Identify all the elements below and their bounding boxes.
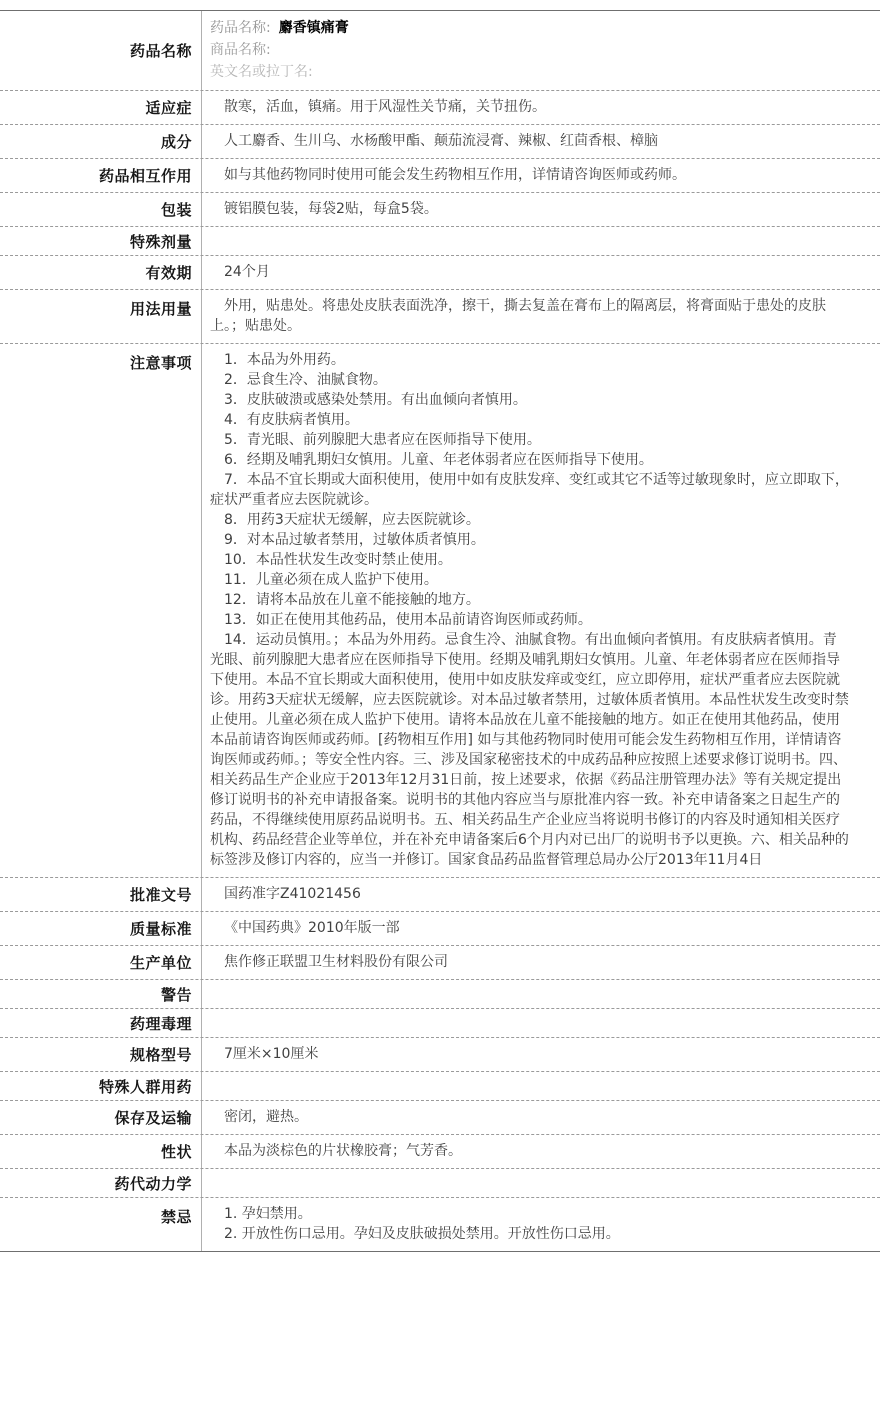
content-paragraph: 24个月 <box>224 264 270 280</box>
field-name: 商品名称: <box>210 42 271 58</box>
drug-info-table <box>0 10 880 1252</box>
table-row <box>0 192 880 226</box>
row-content <box>202 1198 880 1251</box>
row-label: 保存及运输 <box>0 1101 202 1134</box>
content-paragraph: 4．有皮肤病者慎用。 <box>224 412 359 428</box>
content-paragraph: 人工麝香、生川乌、水杨酸甲酯、颠茄流浸膏、辣椒、红茴香根、樟脑 <box>224 133 658 149</box>
row-content <box>202 159 880 192</box>
content-paragraph: 11．儿童必须在成人监护下使用。 <box>224 572 438 588</box>
page <box>0 10 880 1420</box>
content-paragraph: 2．忌食生冷、油腻食物。 <box>224 372 387 388</box>
table-row <box>0 911 880 945</box>
table-row <box>0 1008 880 1037</box>
row-content <box>202 878 880 911</box>
table-row <box>0 124 880 158</box>
table-row <box>0 90 880 124</box>
row-content <box>202 1072 880 1100</box>
table-row <box>0 11 880 90</box>
row-content <box>202 344 880 877</box>
row-content <box>202 912 880 945</box>
table-row <box>0 1134 880 1168</box>
row-content <box>202 11 880 90</box>
content-paragraph: 散寒，活血，镇痛。用于风湿性关节痛，关节扭伤。 <box>224 99 546 115</box>
row-content <box>202 1009 880 1037</box>
content-paragraph: 1. 孕妇禁用。 <box>224 1206 312 1222</box>
content-paragraph: 2. 开放性伤口忌用。孕妇及皮肤破损处禁用。开放性伤口忌用。 <box>224 1226 620 1242</box>
content-paragraph: 12．请将本品放在儿童不能接触的地方。 <box>224 592 480 608</box>
row-label: 注意事项 <box>0 344 202 877</box>
table-row <box>0 979 880 1008</box>
row-content <box>202 1101 880 1134</box>
row-label: 特殊剂量 <box>0 227 202 255</box>
content-paragraph: 13．如正在使用其他药品，使用本品前请咨询医师或药师。 <box>224 612 592 628</box>
row-content <box>202 256 880 289</box>
row-content <box>202 91 880 124</box>
content-paragraph: 5．青光眼、前列腺肥大患者应在医师指导下使用。 <box>224 432 541 448</box>
content-paragraph: 本品为淡棕色的片状橡胶膏；气芳香。 <box>224 1143 462 1159</box>
content-paragraph: 7．本品不宜长期或大面积使用，使用中如有皮肤发痒、变红或其它不适等过敏现象时，应立即取下，症状严重者应去医院就诊。 <box>210 472 849 508</box>
table-row <box>0 1197 880 1251</box>
content-paragraph: 如与其他药物同时使用可能会发生药物相互作用，详情请咨询医师或药师。 <box>224 167 686 183</box>
row-label: 质量标准 <box>0 912 202 945</box>
content-paragraph: 7厘米×10厘米 <box>224 1046 319 1062</box>
content-paragraph: 14．运动员慎用。；本品为外用药。忌食生冷、油腻食物。有出血倾向者慎用。有皮肤病者慎用。青光眼、前列腺肥大患者应在医师指导下使用。经期及哺乳期妇女慎用。儿童、年老体弱者应在医师指导下使用。本品不宜长期或大面积使用，使用中如皮肤发痒或变红，应立即停用，症状严重者应去医院就诊。用药3天症状无缓解，应去医院就诊。对本品过敏者禁用，过敏体质者慎用。本品性状发生改变时禁止使用。儿童必须在成人监护下使用。请将本品放在儿童不能接触的地方。如正在使用其他药品，使用本品前请咨询医师或药师。[药物相互作用] 如与其他药物同时使用可能会发生药物相互作用，详情请咨询医师或药师。；等安全性内容。三、涉及国家秘密技术的中成药品种应按照上述要求修订说明书。四、相关药品生产企业应于2013年12月31日前，按上述要求，依据《药品注册管理办法》等有关规定提出修订说明书的补充申请报备案。说明书的其他内容应当与原批准内容一致。补充申请备案之日起生产的药品，不得继续使用原药品说明书。五、相关药品生产企业应当将说明书修订的内容及时通知相关医疗机构、药品经营企业等单位，并在补充申请备案后6个月内对已出厂的说明书予以更换。六、相关品种的标签涉及修订内容的，应当一并修订。国家食品药品监督管理总局办公厅2013年11月4日 <box>210 632 849 868</box>
row-content <box>202 1038 880 1071</box>
name-field-line <box>210 61 850 83</box>
content-paragraph: 6．经期及哺乳期妇女慎用。儿童、年老体弱者应在医师指导下使用。 <box>224 452 653 468</box>
table-row <box>0 1071 880 1100</box>
content-paragraph: 国药准字Z41021456 <box>224 886 361 902</box>
row-label: 药品相互作用 <box>0 159 202 192</box>
row-label: 药代动力学 <box>0 1169 202 1197</box>
content-paragraph: 3．皮肤破溃或感染处禁用。有出血倾向者慎用。 <box>224 392 527 408</box>
row-label: 生产单位 <box>0 946 202 979</box>
name-field-line <box>210 39 850 61</box>
row-content <box>202 1169 880 1197</box>
content-paragraph: 镀铝膜包装，每袋2贴，每盒5袋。 <box>224 201 438 217</box>
row-content <box>202 125 880 158</box>
field-name: 英文名或拉丁名: <box>210 64 313 80</box>
table-row <box>0 289 880 343</box>
row-label: 包装 <box>0 193 202 226</box>
content-paragraph: 9．对本品过敏者禁用，过敏体质者慎用。 <box>224 532 485 548</box>
content-paragraph: 外用，贴患处。将患处皮肤表面洗净，擦干，撕去复盖在膏布上的隔离层，将膏面贴于患处的皮肤上。；贴患处。 <box>210 298 826 334</box>
row-label: 特殊人群用药 <box>0 1072 202 1100</box>
table-row <box>0 945 880 979</box>
content-paragraph: 密闭，避热。 <box>224 1109 308 1125</box>
table-row <box>0 226 880 255</box>
row-content <box>202 1135 880 1168</box>
field-name: 药品名称: <box>210 20 271 36</box>
content-paragraph: 1．本品为外用药。 <box>224 352 345 368</box>
table-row <box>0 877 880 911</box>
row-label: 有效期 <box>0 256 202 289</box>
row-label: 药品名称 <box>0 11 202 90</box>
table-row <box>0 1037 880 1071</box>
row-label: 警告 <box>0 980 202 1008</box>
row-label: 规格型号 <box>0 1038 202 1071</box>
row-label: 性状 <box>0 1135 202 1168</box>
row-content <box>202 980 880 1008</box>
row-label: 成分 <box>0 125 202 158</box>
content-paragraph: 焦作修正联盟卫生材料股份有限公司 <box>224 954 448 970</box>
row-content <box>202 946 880 979</box>
content-paragraph: 10．本品性状发生改变时禁止使用。 <box>224 552 452 568</box>
row-content <box>202 193 880 226</box>
content-paragraph: 《中国药典》2010年版一部 <box>224 920 400 936</box>
table-row <box>0 343 880 877</box>
row-label: 药理毒理 <box>0 1009 202 1037</box>
name-field-line <box>210 17 850 39</box>
table-row <box>0 1100 880 1134</box>
content-paragraph: 8．用药3天症状无缓解，应去医院就诊。 <box>224 512 480 528</box>
row-label: 用法用量 <box>0 290 202 343</box>
row-content <box>202 290 880 343</box>
row-content <box>202 227 880 255</box>
table-row <box>0 1168 880 1197</box>
table-row <box>0 255 880 289</box>
row-label: 适应症 <box>0 91 202 124</box>
row-label: 批准文号 <box>0 878 202 911</box>
field-value: 麝香镇痛膏 <box>278 20 349 36</box>
table-row <box>0 158 880 192</box>
row-label: 禁忌 <box>0 1198 202 1251</box>
